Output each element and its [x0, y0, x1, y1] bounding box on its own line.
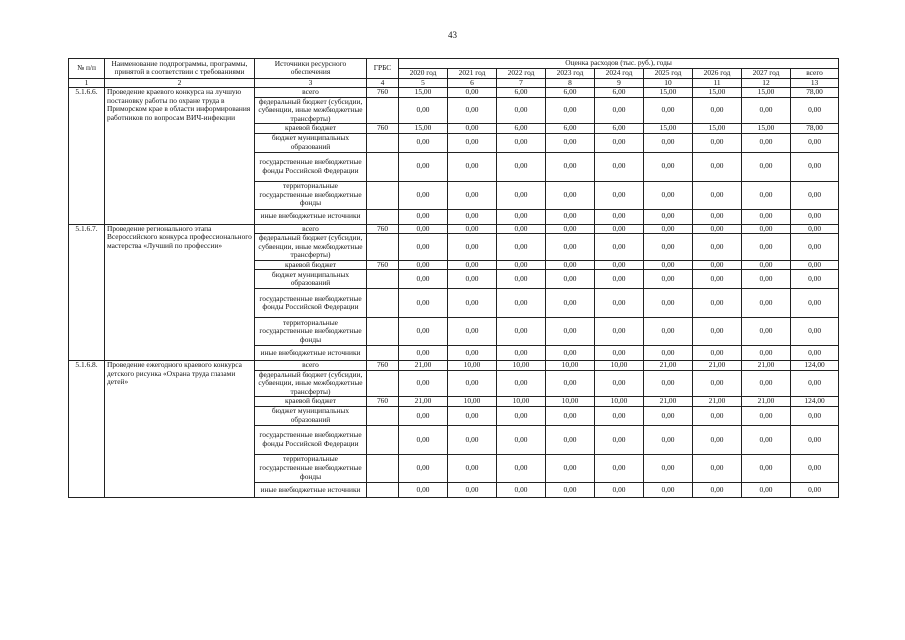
amount-cell: 0,00 [644, 318, 693, 346]
amount-cell: 0,00 [497, 370, 546, 397]
amount-cell: 10,00 [497, 397, 546, 407]
funding-source: краевой бюджет [255, 397, 367, 407]
amount-cell: 0,00 [497, 270, 546, 289]
amount-cell: 0,00 [742, 289, 791, 318]
item-index: 5.1.6.8. [69, 361, 105, 498]
amount-cell: 0,00 [693, 260, 742, 270]
amount-cell: 0,00 [595, 454, 644, 482]
amount-cell: 0,00 [546, 152, 595, 181]
grbs-code [367, 133, 399, 152]
grbs-code [367, 181, 399, 209]
amount-cell: 0,00 [448, 289, 497, 318]
amount-cell: 0,00 [595, 152, 644, 181]
amount-cell: 6,00 [546, 124, 595, 134]
amount-cell: 0,00 [742, 234, 791, 261]
amount-cell: 0,00 [742, 209, 791, 224]
amount-cell: 0,00 [742, 370, 791, 397]
funding-source: бюджет муниципальных образований [255, 133, 367, 152]
amount-cell: 0,00 [497, 133, 546, 152]
amount-cell: 15,00 [742, 88, 791, 98]
header-year: 2025 год [644, 69, 693, 79]
amount-cell: 0,00 [546, 224, 595, 234]
funding-source: государственные внебюджетные фонды Российской Федерации [255, 425, 367, 454]
amount-cell: 0,00 [791, 482, 839, 497]
header-year: всего [791, 69, 839, 79]
amount-cell: 0,00 [497, 181, 546, 209]
amount-cell: 0,00 [742, 482, 791, 497]
amount-cell: 78,00 [791, 124, 839, 134]
header-year: 2022 год [497, 69, 546, 79]
amount-cell: 0,00 [791, 370, 839, 397]
header-col-number: 11 [693, 78, 742, 88]
amount-cell: 0,00 [448, 124, 497, 134]
amount-cell: 0,00 [791, 289, 839, 318]
amount-cell: 0,00 [791, 425, 839, 454]
amount-cell: 0,00 [546, 289, 595, 318]
amount-cell: 10,00 [448, 361, 497, 371]
amount-cell: 0,00 [644, 97, 693, 124]
amount-cell: 10,00 [595, 361, 644, 371]
amount-cell: 0,00 [399, 425, 448, 454]
amount-cell: 0,00 [448, 482, 497, 497]
amount-cell: 10,00 [595, 397, 644, 407]
amount-cell: 0,00 [546, 209, 595, 224]
amount-cell: 0,00 [497, 260, 546, 270]
funding-source: территориальные государственные внебюджетные фонды [255, 454, 367, 482]
amount-cell: 0,00 [791, 454, 839, 482]
amount-cell: 15,00 [399, 124, 448, 134]
amount-cell: 0,00 [546, 97, 595, 124]
amount-cell: 0,00 [791, 260, 839, 270]
amount-cell: 0,00 [399, 289, 448, 318]
amount-cell: 0,00 [693, 346, 742, 361]
amount-cell: 0,00 [693, 289, 742, 318]
amount-cell: 0,00 [644, 152, 693, 181]
amount-cell: 0,00 [497, 406, 546, 425]
amount-cell: 0,00 [595, 289, 644, 318]
amount-cell: 0,00 [448, 152, 497, 181]
header-col-number: 3 [255, 78, 367, 88]
amount-cell: 0,00 [791, 181, 839, 209]
header-col-number: 7 [497, 78, 546, 88]
amount-cell: 10,00 [497, 361, 546, 371]
header-col-number: 12 [742, 78, 791, 88]
amount-cell: 0,00 [497, 209, 546, 224]
funding-source: краевой бюджет [255, 260, 367, 270]
amount-cell: 0,00 [448, 406, 497, 425]
amount-cell: 15,00 [399, 88, 448, 98]
amount-cell: 0,00 [693, 97, 742, 124]
amount-cell: 0,00 [595, 209, 644, 224]
amount-cell: 0,00 [497, 454, 546, 482]
grbs-code [367, 209, 399, 224]
amount-cell: 0,00 [742, 97, 791, 124]
funding-source: бюджет муниципальных образований [255, 406, 367, 425]
amount-cell: 0,00 [791, 152, 839, 181]
amount-cell: 6,00 [546, 88, 595, 98]
amount-cell: 0,00 [546, 370, 595, 397]
header-year: 2023 год [546, 69, 595, 79]
amount-cell: 0,00 [546, 318, 595, 346]
amount-cell: 0,00 [693, 425, 742, 454]
amount-cell: 0,00 [693, 152, 742, 181]
amount-cell: 0,00 [595, 482, 644, 497]
grbs-code: 760 [367, 397, 399, 407]
funding-source: федеральный бюджет (субсидии, субвенции, иные межбюджетные трансферты) [255, 97, 367, 124]
grbs-code: 760 [367, 88, 399, 98]
amount-cell: 124,00 [791, 361, 839, 371]
header-name: Наименование подпрограммы, программы, принятой в соответствии с требованиями [105, 59, 255, 79]
header-col-number: 10 [644, 78, 693, 88]
funding-source: бюджет муниципальных образований [255, 270, 367, 289]
table-row [69, 88, 839, 98]
amount-cell: 0,00 [644, 260, 693, 270]
header-col-number: 2 [105, 78, 255, 88]
amount-cell: 0,00 [595, 370, 644, 397]
header-col-number: 1 [69, 78, 105, 88]
amount-cell: 0,00 [546, 181, 595, 209]
grbs-code [367, 406, 399, 425]
amount-cell: 0,00 [693, 133, 742, 152]
funding-source: государственные внебюджетные фонды Российской Федерации [255, 289, 367, 318]
amount-cell: 0,00 [448, 260, 497, 270]
amount-cell: 124,00 [791, 397, 839, 407]
header-col-number: 9 [595, 78, 644, 88]
amount-cell: 15,00 [693, 88, 742, 98]
table-row [69, 224, 839, 234]
amount-cell: 0,00 [595, 133, 644, 152]
amount-cell: 10,00 [546, 361, 595, 371]
grbs-code [367, 346, 399, 361]
page-number: 43 [448, 30, 457, 40]
amount-cell: 0,00 [546, 425, 595, 454]
amount-cell: 0,00 [546, 406, 595, 425]
amount-cell: 0,00 [448, 454, 497, 482]
amount-cell: 0,00 [448, 318, 497, 346]
grbs-code [367, 234, 399, 261]
amount-cell: 0,00 [448, 270, 497, 289]
amount-cell: 0,00 [399, 234, 448, 261]
table-row [69, 361, 839, 371]
amount-cell: 0,00 [448, 425, 497, 454]
funding-source: иные внебюджетные источники [255, 346, 367, 361]
amount-cell: 15,00 [644, 124, 693, 134]
funding-source: всего [255, 224, 367, 234]
grbs-code [367, 482, 399, 497]
grbs-code [367, 270, 399, 289]
amount-cell: 0,00 [742, 133, 791, 152]
amount-cell: 0,00 [546, 346, 595, 361]
amount-cell: 0,00 [546, 482, 595, 497]
item-index: 5.1.6.7. [69, 224, 105, 361]
amount-cell: 21,00 [399, 361, 448, 371]
amount-cell: 0,00 [644, 406, 693, 425]
amount-cell: 0,00 [399, 454, 448, 482]
amount-cell: 6,00 [595, 124, 644, 134]
amount-cell: 0,00 [644, 346, 693, 361]
amount-cell: 0,00 [448, 88, 497, 98]
amount-cell: 21,00 [644, 361, 693, 371]
amount-cell: 0,00 [448, 234, 497, 261]
amount-cell: 0,00 [595, 406, 644, 425]
amount-cell: 10,00 [546, 397, 595, 407]
amount-cell: 21,00 [399, 397, 448, 407]
amount-cell: 0,00 [399, 224, 448, 234]
amount-cell: 0,00 [742, 346, 791, 361]
header-col-number: 4 [367, 78, 399, 88]
header-col-number: 8 [546, 78, 595, 88]
amount-cell: 0,00 [399, 406, 448, 425]
amount-cell: 0,00 [693, 454, 742, 482]
budget-table [68, 58, 839, 498]
grbs-code [367, 370, 399, 397]
amount-cell: 0,00 [399, 370, 448, 397]
amount-cell: 0,00 [742, 181, 791, 209]
amount-cell: 0,00 [644, 133, 693, 152]
amount-cell: 0,00 [742, 152, 791, 181]
amount-cell: 0,00 [644, 270, 693, 289]
header-estimate: Оценка расходов (тыс. руб.), годы [399, 59, 839, 69]
item-name: Проведение регионального этапа Всероссийского конкурса профессионального мастерства «Лучший по профессии» [105, 224, 255, 361]
amount-cell: 0,00 [595, 224, 644, 234]
amount-cell: 0,00 [742, 260, 791, 270]
grbs-code [367, 97, 399, 124]
header-year: 2024 год [595, 69, 644, 79]
header-year: 2021 год [448, 69, 497, 79]
amount-cell: 0,00 [497, 289, 546, 318]
amount-cell: 78,00 [791, 88, 839, 98]
amount-cell: 0,00 [595, 181, 644, 209]
amount-cell: 0,00 [497, 318, 546, 346]
header-col-number: 6 [448, 78, 497, 88]
header-index: № п/п [69, 59, 105, 79]
amount-cell: 0,00 [497, 224, 546, 234]
amount-cell: 0,00 [399, 346, 448, 361]
grbs-code [367, 289, 399, 318]
funding-source: иные внебюджетные источники [255, 482, 367, 497]
amount-cell: 21,00 [742, 361, 791, 371]
amount-cell: 0,00 [595, 260, 644, 270]
amount-cell: 0,00 [742, 425, 791, 454]
amount-cell: 6,00 [497, 124, 546, 134]
amount-cell: 0,00 [791, 224, 839, 234]
amount-cell: 0,00 [546, 454, 595, 482]
item-name: Проведение краевого конкурса на лучшую постановку работы по охране труда в Приморском крае в области информирования работников по вопросам ВИЧ-инфекции [105, 88, 255, 225]
amount-cell: 0,00 [546, 234, 595, 261]
funding-source: федеральный бюджет (субсидии, субвенции, иные межбюджетные трансферты) [255, 370, 367, 397]
amount-cell: 0,00 [497, 152, 546, 181]
amount-cell: 0,00 [791, 97, 839, 124]
header-col-number: 5 [399, 78, 448, 88]
amount-cell: 0,00 [546, 260, 595, 270]
amount-cell: 0,00 [595, 270, 644, 289]
amount-cell: 0,00 [497, 97, 546, 124]
amount-cell: 0,00 [595, 97, 644, 124]
amount-cell: 0,00 [595, 234, 644, 261]
amount-cell: 21,00 [693, 397, 742, 407]
amount-cell: 0,00 [644, 224, 693, 234]
amount-cell: 0,00 [791, 133, 839, 152]
amount-cell: 0,00 [693, 482, 742, 497]
header-year: 2027 год [742, 69, 791, 79]
amount-cell: 0,00 [693, 318, 742, 346]
amount-cell: 21,00 [693, 361, 742, 371]
amount-cell: 0,00 [595, 346, 644, 361]
header-grbs: ГРБС [367, 59, 399, 79]
amount-cell: 0,00 [399, 482, 448, 497]
amount-cell: 0,00 [742, 406, 791, 425]
amount-cell: 0,00 [644, 181, 693, 209]
amount-cell: 0,00 [693, 224, 742, 234]
header-source: Источники ресурсного обеспечения [255, 59, 367, 79]
amount-cell: 21,00 [644, 397, 693, 407]
amount-cell: 0,00 [448, 370, 497, 397]
header-year: 2020 год [399, 69, 448, 79]
grbs-code: 760 [367, 361, 399, 371]
amount-cell: 0,00 [742, 318, 791, 346]
amount-cell: 0,00 [399, 209, 448, 224]
funding-source: краевой бюджет [255, 124, 367, 134]
amount-cell: 15,00 [742, 124, 791, 134]
amount-cell: 0,00 [742, 270, 791, 289]
amount-cell: 0,00 [399, 318, 448, 346]
amount-cell: 0,00 [742, 454, 791, 482]
amount-cell: 0,00 [742, 224, 791, 234]
grbs-code: 760 [367, 224, 399, 234]
amount-cell: 15,00 [693, 124, 742, 134]
amount-cell: 0,00 [791, 270, 839, 289]
funding-source: всего [255, 361, 367, 371]
amount-cell: 0,00 [791, 234, 839, 261]
amount-cell: 0,00 [546, 270, 595, 289]
funding-source: иные внебюджетные источники [255, 209, 367, 224]
amount-cell: 0,00 [497, 346, 546, 361]
grbs-code [367, 425, 399, 454]
amount-cell: 0,00 [399, 181, 448, 209]
amount-cell: 0,00 [644, 370, 693, 397]
amount-cell: 0,00 [791, 406, 839, 425]
header-year: 2026 год [693, 69, 742, 79]
amount-cell: 0,00 [399, 260, 448, 270]
amount-cell: 0,00 [791, 209, 839, 224]
grbs-code: 760 [367, 124, 399, 134]
amount-cell: 6,00 [595, 88, 644, 98]
item-name: Проведение ежегодного краевого конкурса детского рисунка «Охрана труда глазами детей» [105, 361, 255, 498]
amount-cell: 0,00 [497, 482, 546, 497]
amount-cell: 0,00 [644, 289, 693, 318]
amount-cell: 0,00 [644, 454, 693, 482]
grbs-code [367, 454, 399, 482]
amount-cell: 0,00 [644, 425, 693, 454]
amount-cell: 0,00 [644, 209, 693, 224]
amount-cell: 0,00 [546, 133, 595, 152]
funding-source: территориальные государственные внебюджетные фонды [255, 318, 367, 346]
amount-cell: 0,00 [693, 234, 742, 261]
amount-cell: 0,00 [448, 133, 497, 152]
amount-cell: 0,00 [595, 318, 644, 346]
item-index: 5.1.6.6. [69, 88, 105, 225]
grbs-code [367, 318, 399, 346]
grbs-code [367, 152, 399, 181]
header-col-number: 13 [791, 78, 839, 88]
amount-cell: 0,00 [644, 234, 693, 261]
funding-source: федеральный бюджет (субсидии, субвенции, иные межбюджетные трансферты) [255, 234, 367, 261]
amount-cell: 0,00 [399, 270, 448, 289]
amount-cell: 0,00 [693, 209, 742, 224]
amount-cell: 0,00 [448, 97, 497, 124]
funding-source: всего [255, 88, 367, 98]
amount-cell: 6,00 [497, 88, 546, 98]
amount-cell: 0,00 [497, 234, 546, 261]
funding-source: государственные внебюджетные фонды Российской Федерации [255, 152, 367, 181]
amount-cell: 0,00 [399, 133, 448, 152]
amount-cell: 10,00 [448, 397, 497, 407]
amount-cell: 0,00 [595, 425, 644, 454]
amount-cell: 0,00 [448, 346, 497, 361]
amount-cell: 0,00 [399, 97, 448, 124]
amount-cell: 0,00 [693, 406, 742, 425]
amount-cell: 0,00 [791, 346, 839, 361]
amount-cell: 15,00 [644, 88, 693, 98]
funding-source: территориальные государственные внебюджетные фонды [255, 181, 367, 209]
amount-cell: 21,00 [742, 397, 791, 407]
amount-cell: 0,00 [644, 482, 693, 497]
amount-cell: 0,00 [693, 181, 742, 209]
amount-cell: 0,00 [497, 425, 546, 454]
amount-cell: 0,00 [448, 181, 497, 209]
amount-cell: 0,00 [399, 152, 448, 181]
amount-cell: 0,00 [693, 370, 742, 397]
amount-cell: 0,00 [448, 224, 497, 234]
grbs-code: 760 [367, 260, 399, 270]
amount-cell: 0,00 [791, 318, 839, 346]
amount-cell: 0,00 [693, 270, 742, 289]
amount-cell: 0,00 [448, 209, 497, 224]
